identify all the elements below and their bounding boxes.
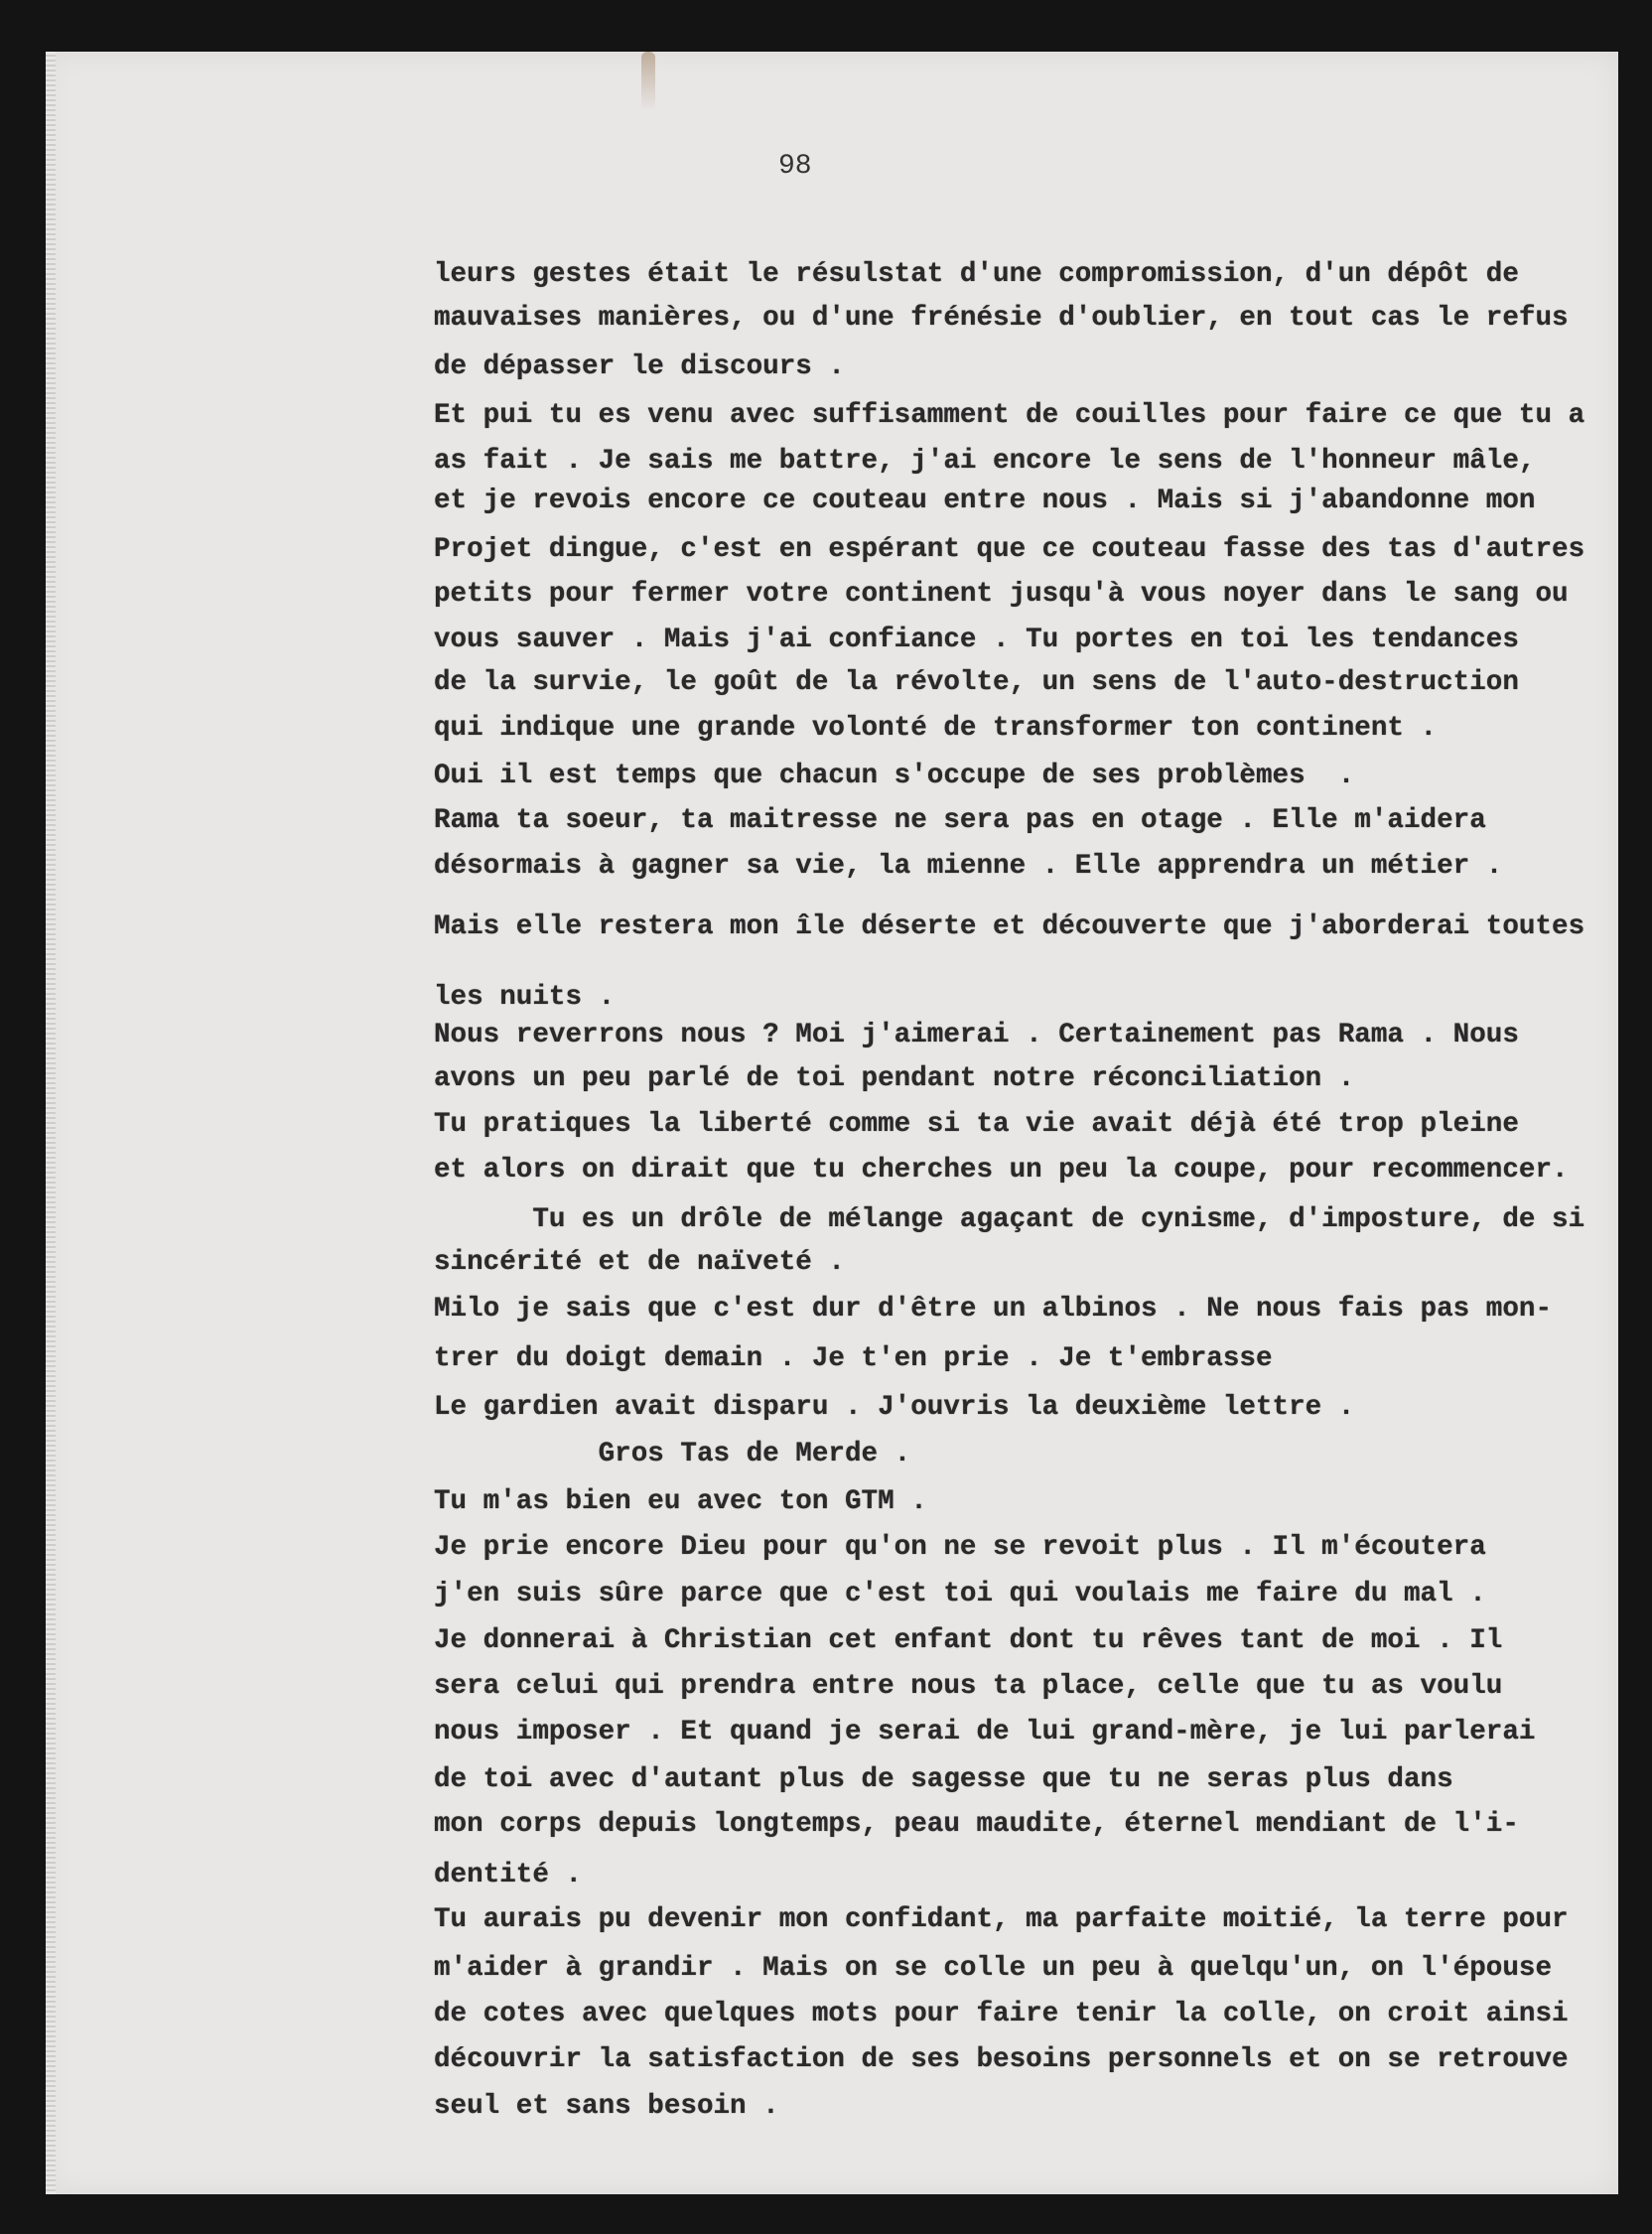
text-line: Je donnerai à Christian cet enfant dont tu rêves tant de moi . Il bbox=[434, 1625, 1503, 1656]
text-line: trer du doigt demain . Je t'en prie . Je t'embrasse bbox=[434, 1343, 1273, 1374]
text-line: sincérité et de naïveté . bbox=[434, 1247, 845, 1278]
text-line: dentité . bbox=[434, 1860, 583, 1890]
text-line: as fait . Je sais me battre, j'ai encore le sens de l'honneur mâle, bbox=[434, 446, 1536, 477]
paper-stain bbox=[641, 52, 655, 111]
text-line: nous imposer . Et quand je serai de lui grand-mère, je lui parlerai bbox=[434, 1717, 1536, 1747]
text-line: m'aider à grandir . Mais on se colle un peu à quelqu'un, on l'épouse bbox=[434, 1953, 1553, 1984]
text-line: Tu es un drôle de mélange agaçant de cynisme, d'imposture, de si bbox=[434, 1204, 1585, 1235]
text-line: j'en suis sûre parce que c'est toi qui voulais me faire du mal . bbox=[434, 1579, 1486, 1609]
text-line: Et pui tu es venu avec suffisamment de couilles pour faire ce que tu a bbox=[434, 400, 1585, 431]
text-line: Tu m'as bien eu avec ton GTM . bbox=[434, 1486, 927, 1517]
text-line: désormais à gagner sa vie, la mienne . Elle apprendra un métier . bbox=[434, 851, 1503, 882]
text-line: seul et sans besoin . bbox=[434, 2091, 779, 2122]
text-line: et alors on dirait que tu cherches un peu la coupe, pour recommencer. bbox=[434, 1155, 1569, 1186]
text-line: Je prie encore Dieu pour qu'on ne se revoit plus . Il m'écoutera bbox=[434, 1532, 1486, 1563]
page-number: 98 bbox=[778, 151, 812, 182]
text-line: Oui il est temps que chacun s'occupe de ses problèmes . bbox=[434, 761, 1355, 791]
text-line: qui indique une grande volonté de transformer ton continent . bbox=[434, 713, 1438, 744]
text-line: Tu aurais pu devenir mon confidant, ma parfaite moitié, la terre pour bbox=[434, 1904, 1569, 1935]
text-line: avons un peu parlé de toi pendant notre réconciliation . bbox=[434, 1063, 1355, 1094]
text-line: Rama ta soeur, ta maitresse ne sera pas en otage . Elle m'aidera bbox=[434, 805, 1486, 836]
text-line: petits pour fermer votre continent jusqu'à vous noyer dans le sang ou bbox=[434, 579, 1569, 610]
text-line: découvrir la satisfaction de ses besoins personnels et on se retrouve bbox=[434, 2044, 1569, 2075]
text-line: Le gardien avait disparu . J'ouvris la deuxième lettre . bbox=[434, 1392, 1355, 1423]
text-line: Nous reverrons nous ? Moi j'aimerai . Certainement pas Rama . Nous bbox=[434, 1020, 1519, 1050]
text-line: de la survie, le goût de la révolte, un sens de l'auto-destruction bbox=[434, 667, 1519, 698]
text-line: de toi avec d'autant plus de sagesse que tu ne seras plus dans bbox=[434, 1764, 1453, 1795]
text-line: mon corps depuis longtemps, peau maudite, éternel mendiant de l'i- bbox=[434, 1809, 1519, 1840]
text-line: Gros Tas de Merde . bbox=[434, 1439, 911, 1469]
text-line: et je revois encore ce couteau entre nous . Mais si j'abandonne mon bbox=[434, 486, 1536, 516]
text-line: Milo je sais que c'est dur d'être un albinos . Ne nous fais pas mon- bbox=[434, 1294, 1553, 1325]
text-line: les nuits . bbox=[434, 982, 616, 1013]
text-line: Tu pratiques la liberté comme si ta vie avait déjà été trop pleine bbox=[434, 1109, 1519, 1140]
text-line: mauvaises manières, ou d'une frénésie d'oublier, en tout cas le refus bbox=[434, 303, 1569, 334]
text-line: Projet dingue, c'est en espérant que ce couteau fasse des tas d'autres bbox=[434, 534, 1585, 565]
typed-page bbox=[46, 52, 1618, 2194]
text-line: sera celui qui prendra entre nous ta place, celle que tu as voulu bbox=[434, 1671, 1503, 1702]
text-line: leurs gestes était le résulstat d'une compromission, d'un dépôt de bbox=[434, 259, 1519, 290]
text-line: de dépasser le discours . bbox=[434, 351, 845, 382]
text-line: de cotes avec quelques mots pour faire tenir la colle, on croit ainsi bbox=[434, 1999, 1569, 2029]
text-line: Mais elle restera mon île déserte et découverte que j'aborderai toutes bbox=[434, 911, 1585, 942]
text-line: vous sauver . Mais j'ai confiance . Tu portes en toi les tendances bbox=[434, 625, 1519, 655]
